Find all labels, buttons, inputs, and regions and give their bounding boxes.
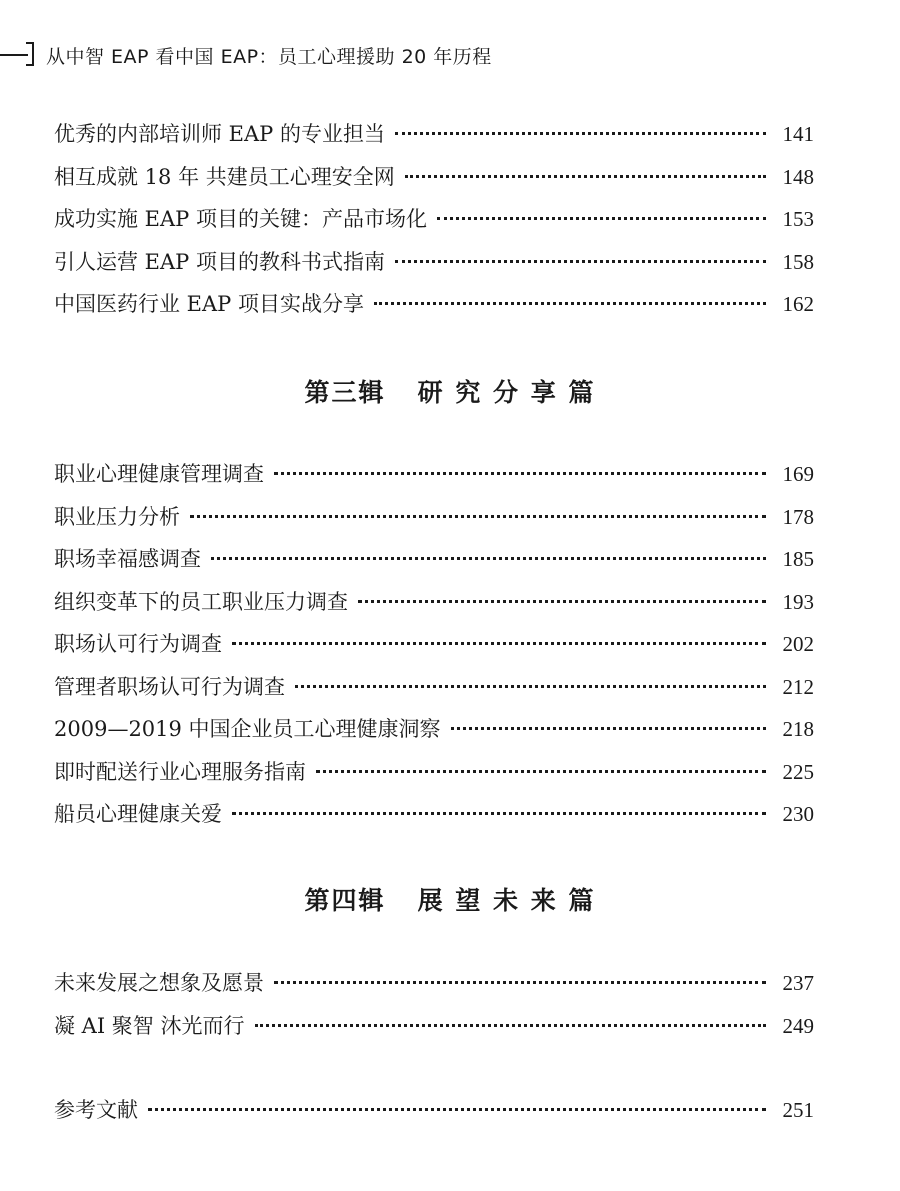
toc-entry [54, 161, 814, 191]
header-rule [0, 54, 28, 56]
toc-entry [54, 586, 814, 616]
dot-leader [255, 1024, 767, 1027]
toc-entry [54, 288, 814, 318]
toc-entry-page: 162 [782, 292, 814, 316]
dot-leader [451, 727, 766, 730]
dot-leader [437, 217, 766, 220]
section-heading: 第三辑 研 究 分 享 篇 [304, 378, 596, 407]
toc-entry-page: 225 [782, 760, 814, 784]
toc-entry-title: 引人运营 EAP 项目的教科书式指南 [54, 250, 385, 274]
toc-entry-page: 218 [782, 717, 814, 741]
toc-entry [54, 501, 814, 531]
toc-entry-title: 凝 AI 聚智 沐光而行 [54, 1014, 245, 1038]
toc-entry [54, 628, 814, 658]
toc-entry-references [54, 1094, 814, 1124]
header-bracket [26, 42, 34, 66]
section-heading: 第四辑 展 望 未 来 篇 [304, 886, 596, 915]
toc-entry-page: 178 [782, 505, 814, 529]
dot-leader [232, 812, 766, 815]
toc-entry-title: 职业压力分析 [54, 505, 180, 529]
dot-leader [295, 685, 766, 688]
toc-entry-page: 148 [782, 165, 814, 189]
dot-leader [358, 600, 766, 603]
toc-entry [54, 1010, 814, 1040]
toc-entry-title: 船员心理健康关爱 [54, 802, 222, 826]
running-title: 从中智 EAP 看中国 EAP：员工心理援助 20 年历程 [46, 46, 492, 68]
toc-entry-title: 即时配送行业心理服务指南 [54, 760, 306, 784]
toc-entry-page: 153 [782, 207, 814, 231]
toc-entry-title: 组织变革下的员工职业压力调查 [54, 590, 348, 614]
dot-leader [405, 175, 766, 178]
dot-leader [148, 1108, 766, 1111]
toc-entry [54, 458, 814, 488]
toc-entry-page: 158 [782, 250, 814, 274]
toc-entry-page: 169 [782, 462, 814, 486]
toc-entry-title: 未来发展之想象及愿景 [54, 971, 264, 995]
toc-entry [54, 246, 814, 276]
toc-entry-title: 职场幸福感调查 [54, 547, 201, 571]
toc-entry-title: 2009—2019 中国企业员工心理健康洞察 [54, 717, 441, 741]
dot-leader [190, 515, 766, 518]
toc-entry-page: 251 [782, 1098, 814, 1122]
dot-leader [274, 472, 766, 475]
toc-entry-page: 230 [782, 802, 814, 826]
toc-entry [54, 756, 814, 786]
toc-entry-page: 237 [782, 971, 814, 995]
toc-entry-title: 职场认可行为调查 [54, 632, 222, 656]
toc-entry-page: 141 [782, 122, 814, 146]
toc-entry-page: 202 [782, 632, 814, 656]
dot-leader [274, 981, 766, 984]
dot-leader [211, 557, 766, 560]
toc-entry-title: 优秀的内部培训师 EAP 的专业担当 [54, 122, 385, 146]
dot-leader [232, 642, 766, 645]
toc-entry-title: 职业心理健康管理调查 [54, 462, 264, 486]
toc-entry [54, 543, 814, 573]
toc-entry [54, 671, 814, 701]
toc-entry-page: 185 [782, 547, 814, 571]
toc-entry-page: 193 [782, 590, 814, 614]
running-header [0, 40, 560, 70]
toc-entry [54, 203, 814, 233]
toc-entry [54, 798, 814, 828]
toc-entry [54, 967, 814, 997]
toc-entry-title: 成功实施 EAP 项目的关键：产品市场化 [54, 207, 427, 231]
dot-leader [316, 770, 766, 773]
toc-entry [54, 713, 814, 743]
toc-entry-page: 249 [782, 1014, 814, 1038]
toc-entry-title: 管理者职场认可行为调查 [54, 675, 285, 699]
toc-entry-title: 中国医药行业 EAP 项目实战分享 [54, 292, 364, 316]
toc-entry-title: 参考文献 [54, 1098, 138, 1122]
dot-leader [395, 260, 766, 263]
toc-entry-title: 相互成就 18 年 共建员工心理安全网 [54, 165, 395, 189]
dot-leader [395, 132, 766, 135]
toc-entry-page: 212 [782, 675, 814, 699]
dot-leader [374, 302, 766, 305]
toc-entry [54, 118, 814, 148]
